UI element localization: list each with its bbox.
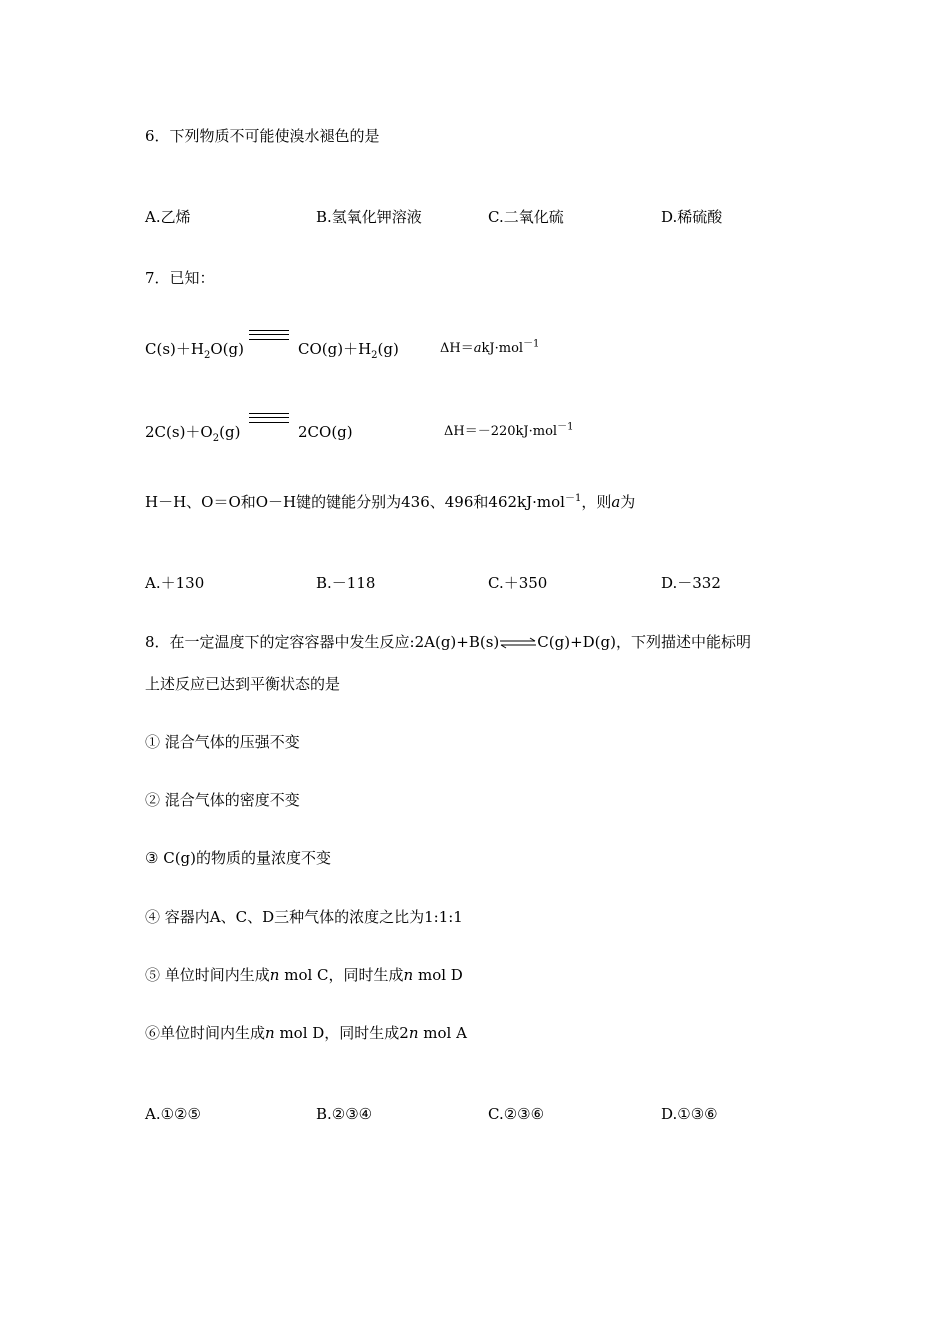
- q8-stem-line-2: 上述反应已达到平衡状态的是: [145, 675, 341, 693]
- bond-text: H－H、O＝O和O－H键的键能分别为436、496和462kJ·mol: [145, 493, 565, 511]
- eq2-dh-symbol: ΔH: [444, 424, 465, 439]
- bond-variable: a: [611, 493, 621, 511]
- q7-bond-energy-line: [145, 492, 635, 512]
- eq1-left-subscript: 2: [203, 350, 211, 361]
- item5-text-3: mol D: [413, 966, 463, 984]
- eq1-dh-unit: kJ·mol: [481, 341, 524, 356]
- eq1-left-text: C(s)＋H: [145, 340, 204, 358]
- item5-variable-2: n: [403, 966, 414, 984]
- item5-text: ⑤ 单位时间内生成: [145, 966, 270, 984]
- q7-option-d: D.－332: [661, 574, 721, 592]
- eq1-right-text-2: (g): [377, 340, 399, 358]
- item6-variable: n: [265, 1024, 275, 1042]
- q8-item-2: ② 混合气体的密度不变: [145, 791, 300, 809]
- item6-text-3: mol A: [418, 1024, 467, 1042]
- q7-option-c: C.＋350: [488, 574, 548, 592]
- bond-text-3: 为: [620, 493, 636, 511]
- q8-item-6: [145, 1023, 467, 1043]
- q7-equation-1-enthalpy: [440, 339, 539, 359]
- q8-option-d: D.①③⑥: [661, 1105, 718, 1123]
- eq1-dh-equals: ＝: [460, 341, 474, 356]
- item6-text-2: mol D，同时生成2: [274, 1024, 409, 1042]
- eq1-left-text-2: O(g): [210, 340, 244, 358]
- q8-option-b: B.②③④: [316, 1105, 373, 1123]
- q7-option-b: B.－118: [316, 574, 376, 592]
- eq2-equals-sign: [249, 413, 289, 423]
- reversible-arrow-icon: [499, 637, 537, 649]
- eq1-dh-superscript: －1: [523, 338, 540, 350]
- q8-stem-text-2: C(g)+D(g)，下列描述中能标明: [537, 633, 751, 651]
- q7-equation-1-right: [298, 339, 399, 359]
- q8-item-1: ① 混合气体的压强不变: [145, 733, 300, 751]
- q8-stem: [145, 632, 751, 652]
- q6-option-b: B.氢氧化钾溶液: [316, 208, 422, 226]
- eq2-dh-superscript: －1: [557, 421, 574, 433]
- eq1-dh-variable: a: [473, 341, 482, 356]
- bond-superscript: －1: [564, 493, 582, 504]
- item5-text-2: mol C，同时生成: [279, 966, 404, 984]
- q8-option-c: C.②③⑥: [488, 1105, 545, 1123]
- q7-option-a: A.＋130: [145, 574, 205, 592]
- q6-option-c: C.二氧化硫: [488, 208, 564, 226]
- bond-text-2: ，则: [581, 493, 612, 511]
- eq2-left-text-2: (g): [219, 423, 241, 441]
- q8-stem-text: 8．在一定温度下的定容容器中发生反应:2A(g)+B(s): [145, 633, 500, 651]
- item6-text: ⑥单位时间内生成: [145, 1024, 266, 1042]
- q6-stem: 6．下列物质不可能使溴水褪色的是: [145, 127, 380, 145]
- q6-option-a: A.乙烯: [145, 208, 191, 226]
- eq2-left-subscript: 2: [212, 433, 220, 444]
- eq1-right-subscript: 2: [371, 350, 378, 361]
- eq2-left-text: 2C(s)＋O: [145, 423, 213, 441]
- q7-equation-1-left: [145, 339, 244, 359]
- q8-option-a: A.①②⑤: [145, 1105, 201, 1123]
- item6-variable-2: n: [408, 1024, 419, 1042]
- q7-equation-2-enthalpy: [444, 422, 573, 442]
- q6-option-d: D.稀硫酸: [661, 208, 723, 226]
- eq1-dh-symbol: ΔH: [440, 341, 461, 356]
- q7-stem: 7．已知：: [145, 269, 215, 287]
- q8-item-5: [145, 965, 463, 985]
- q7-equation-2-left: [145, 422, 240, 442]
- q8-item-4: ④ 容器内A、C、D三种气体的浓度之比为1:1:1: [145, 908, 463, 926]
- q8-item-3: ③ C(g)的物质的量浓度不变: [145, 849, 331, 867]
- q7-equation-2-right: 2CO(g): [298, 423, 353, 441]
- eq1-right-text: CO(g)＋H: [298, 340, 372, 358]
- eq2-dh-value: ＝－220kJ·mol: [464, 424, 558, 439]
- item5-variable: n: [269, 966, 280, 984]
- eq1-equals-sign: [249, 330, 289, 340]
